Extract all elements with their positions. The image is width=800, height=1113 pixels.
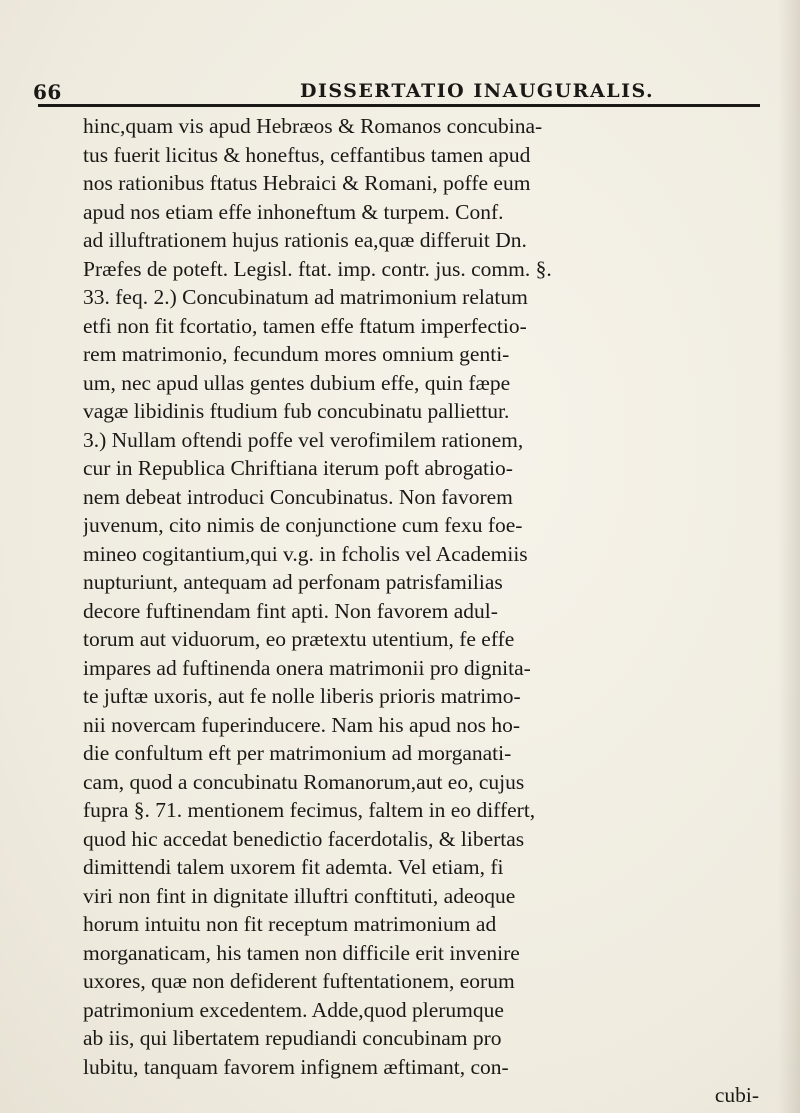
text-line: 33. feq. 2.) Concubinatum ad matrimonium relatum bbox=[83, 285, 528, 309]
text-line: apud nos etiam effe inhoneftum & turpem. Conf. bbox=[83, 199, 504, 224]
text-line: uxores, quæ non defiderent fuftentationem, eorum bbox=[83, 969, 515, 993]
text-line: nii novercam fuperinducere. Nam his apud nos ho- bbox=[83, 712, 521, 737]
text-line: horum intuitu non fit receptum matrimonium ad bbox=[83, 912, 497, 936]
text-line: rem matrimonio, fecundum mores omnium genti- bbox=[83, 342, 510, 366]
text-line: die confultum eft per matrimonium ad morganati- bbox=[83, 741, 512, 765]
text-line: ad illuftrationem hujus rationis ea,quæ differuit Dn. bbox=[83, 228, 527, 252]
text-line: tus fuerit licitus & honeftus, ceffantibus tamen apud bbox=[83, 142, 531, 167]
text-line: patrimonium excedentem. Adde,quod plerumque bbox=[83, 997, 504, 1022]
body-text bbox=[83, 112, 773, 1110]
catchword: cubi- bbox=[714, 1083, 759, 1107]
text-line: cam, quod a concubinatu Romanorum,aut eo, cujus bbox=[83, 769, 525, 794]
text-line: etfi non fit fcortatio, tamen effe ftatum imperfectio- bbox=[83, 313, 527, 338]
text-line: nos rationibus ftatus Hebraici & Romani, poffe eum bbox=[83, 171, 531, 195]
text-line: torum aut viduorum, eo prætextu utentium, fe effe bbox=[83, 627, 515, 651]
text-line: ab iis, qui libertatem repudiandi concubinam pro bbox=[83, 1026, 502, 1050]
text-line: decore fuftinendam fint apti. Non favorem adul- bbox=[83, 598, 498, 623]
text-line: 3.) Nullam oftendi poffe vel verofimilem rationem, bbox=[83, 427, 524, 452]
text-line: nem debeat introduci Concubinatus. Non favorem bbox=[83, 484, 513, 509]
text-line: fupra §. 71. mentionem fecimus, faltem in eo differt, bbox=[83, 798, 536, 822]
text-line: mineo cogitantium,qui v.g. in fcholis vel Academiis bbox=[83, 541, 528, 566]
text-line: impares ad fuftinenda onera matrimonii pro dignita- bbox=[83, 655, 531, 680]
text-line: um, nec apud ullas gentes dubium effe, quin fæpe bbox=[83, 370, 511, 395]
text-line: juvenum, cito nimis de conjunctione cum fexu foe- bbox=[83, 513, 523, 537]
text-line: viri non fint in dignitate illuftri conftituti, adeoque bbox=[83, 883, 516, 908]
text-line: morganaticam, his tamen non difficile erit invenire bbox=[83, 940, 520, 965]
text-line: nupturiunt, antequam ad perfonam patrisfamilias bbox=[83, 570, 503, 594]
header-rule bbox=[38, 104, 760, 107]
text-line: quod hic accedat benedictio facerdotalis, & libertas bbox=[83, 826, 525, 851]
text-line: vagæ libidinis ftudium fub concubinatu palliettur. bbox=[83, 399, 510, 423]
page-edge-shadow bbox=[778, 0, 800, 1113]
text-line: lubitu, tanquam favorem infignem æftimant, con- bbox=[83, 1054, 509, 1079]
text-line: cur in Republica Chriftiana iterum poft abrogatio- bbox=[83, 456, 513, 480]
text-line: Præfes de poteft. Legisl. ftat. imp. contr. jus. comm. §. bbox=[83, 256, 552, 281]
page-number: 66 bbox=[33, 80, 62, 104]
page-header bbox=[0, 0, 800, 110]
running-head: DISSERTATIO INAUGURALIS. bbox=[300, 80, 655, 102]
text-line: dimittendi talem uxorem fit ademta. Vel etiam, fi bbox=[83, 855, 504, 879]
text-line: te juftæ uxoris, aut fe nolle liberis prioris matrimo- bbox=[83, 684, 521, 708]
text-line: hinc,quam vis apud Hebræos & Romanos concubina- bbox=[83, 114, 543, 138]
